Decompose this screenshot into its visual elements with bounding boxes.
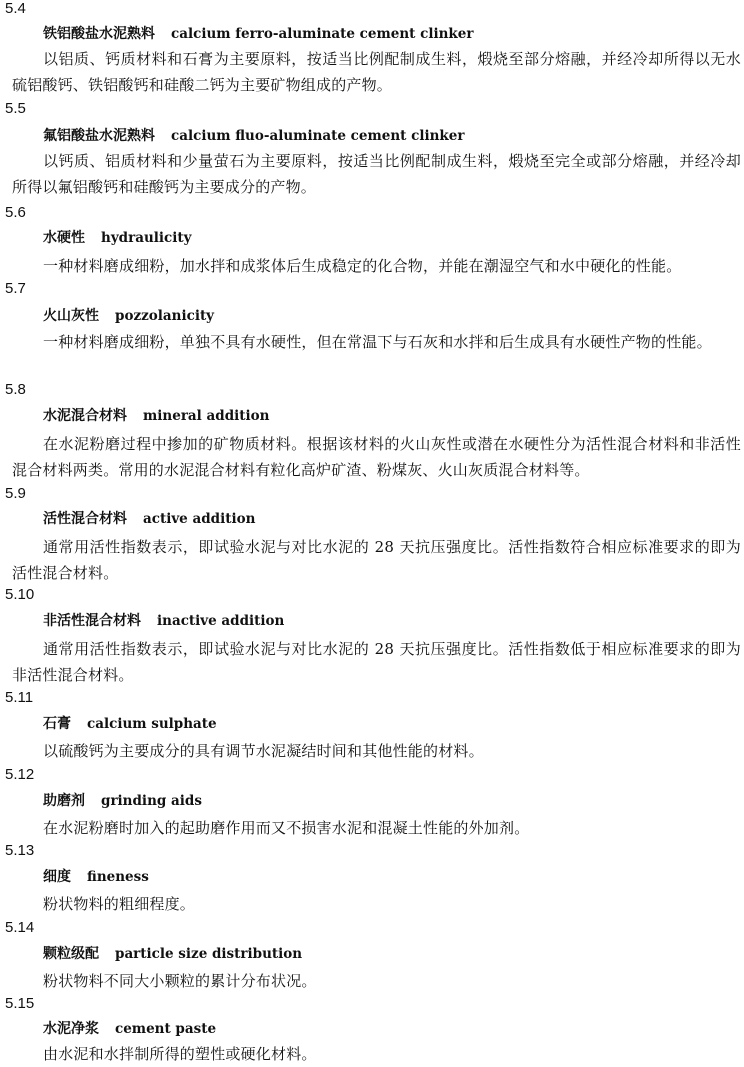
- term-chinese: 氟铝酸盐水泥熟料: [43, 128, 155, 144]
- clause-number: 5.14: [5, 919, 35, 936]
- term-english: active addition: [143, 511, 256, 527]
- term-english: calcium ferro-aluminate cement clinker: [171, 26, 474, 42]
- term-heading: [43, 945, 302, 963]
- term-definition: 通常用活性指数表示，即试验水泥与对比水泥的 28 天抗压强度比。活性指数低于相应标准要求的即为非活性混合材料。: [12, 640, 741, 684]
- term-heading: [43, 127, 464, 145]
- term-english: fineness: [87, 869, 149, 885]
- term-english: pozzolanicity: [115, 308, 215, 324]
- term-english: particle size distribution: [115, 946, 303, 962]
- term-chinese: 活性混合材料: [43, 511, 127, 527]
- clause-number: 5.6: [5, 204, 26, 221]
- term-chinese: 火山灰性: [43, 308, 99, 324]
- term-chinese: 石膏: [43, 716, 71, 732]
- term-definition: 以钙质、铝质材料和少量萤石为主要原料，按适当比例配制成生料，煅烧至完全或部分熔融，并经冷却所得以氟铝酸钙和硅酸钙为主要成分的产物。: [12, 152, 741, 196]
- term-heading: [43, 868, 149, 886]
- clause-number: 5.7: [5, 280, 26, 297]
- term-chinese: 助磨剂: [43, 793, 85, 809]
- term-english: calcium fluo-aluminate cement clinker: [171, 128, 465, 144]
- term-heading: [43, 715, 217, 733]
- term-english: cement paste: [115, 1021, 217, 1037]
- term-heading: [43, 792, 202, 810]
- clause-number: 5.10: [5, 586, 35, 603]
- term-english: hydraulicity: [101, 230, 192, 246]
- clause-number: 5.11: [5, 689, 34, 706]
- term-chinese: 水泥混合材料: [43, 408, 127, 424]
- term-chinese: 非活性混合材料: [43, 613, 141, 629]
- term-heading: [43, 25, 473, 43]
- term-chinese: 颗粒级配: [43, 946, 99, 962]
- clause-number: 5.4: [5, 0, 26, 17]
- term-english: mineral addition: [143, 408, 270, 424]
- term-definition: 以硫酸钙为主要成分的具有调节水泥凝结时间和其他性能的材料。: [43, 742, 484, 760]
- term-definition: 粉状物料的粗细程度。: [43, 895, 196, 913]
- term-definition: 由水泥和水拌制所得的塑性或硬化材料。: [43, 1045, 317, 1063]
- clause-number: 5.8: [5, 381, 26, 398]
- clause-number: 5.5: [5, 100, 26, 117]
- clause-number: 5.15: [5, 995, 35, 1012]
- term-chinese: 铁铝酸盐水泥熟料: [43, 26, 155, 42]
- term-chinese: 细度: [43, 869, 71, 885]
- term-heading: [43, 612, 284, 630]
- term-definition: 以铝质、钙质材料和石膏为主要原料，按适当比例配制成生料，煅烧至部分熔融，并经冷却所得以无水硫铝酸钙、铁铝酸钙和硅酸二钙为主要矿物组成的产物。: [12, 50, 741, 94]
- term-definition: 在水泥粉磨时加入的起助磨作用而又不损害水泥和混凝土性能的外加剂。: [43, 819, 530, 837]
- clause-number: 5.9: [5, 485, 26, 502]
- term-english: inactive addition: [157, 613, 285, 629]
- term-chinese: 水硬性: [43, 230, 85, 246]
- term-english: grinding aids: [101, 793, 202, 809]
- term-heading: [43, 510, 255, 528]
- term-definition: 粉状物料不同大小颗粒的累计分布状况。: [43, 972, 317, 990]
- clause-number: 5.13: [5, 842, 35, 859]
- term-definition: 在水泥粉磨过程中掺加的矿物质材料。根据该材料的火山灰性或潜在水硬性分为活性混合材料和非活性混合材料两类。常用的水泥混合材料有粒化高炉矿渣、粉煤灰、火山灰质混合材料等。: [12, 435, 741, 479]
- term-english: calcium sulphate: [87, 716, 217, 732]
- term-heading: [43, 229, 191, 247]
- clause-number: 5.12: [5, 766, 35, 783]
- term-definition: 通常用活性指数表示，即试验水泥与对比水泥的 28 天抗压强度比。活性指数符合相应标准要求的即为活性混合材料。: [12, 538, 741, 582]
- term-definition: 一种材料磨成细粉，单独不具有水硬性，但在常温下与石灰和水拌和后生成具有水硬性产物的性能。: [43, 333, 712, 351]
- term-heading: [43, 407, 269, 425]
- term-definition: 一种材料磨成细粉，加水拌和成浆体后生成稳定的化合物，并能在潮湿空气和水中硬化的性能。: [43, 257, 682, 275]
- term-heading: [43, 1020, 216, 1038]
- term-heading: [43, 307, 214, 325]
- term-chinese: 水泥净浆: [43, 1021, 99, 1037]
